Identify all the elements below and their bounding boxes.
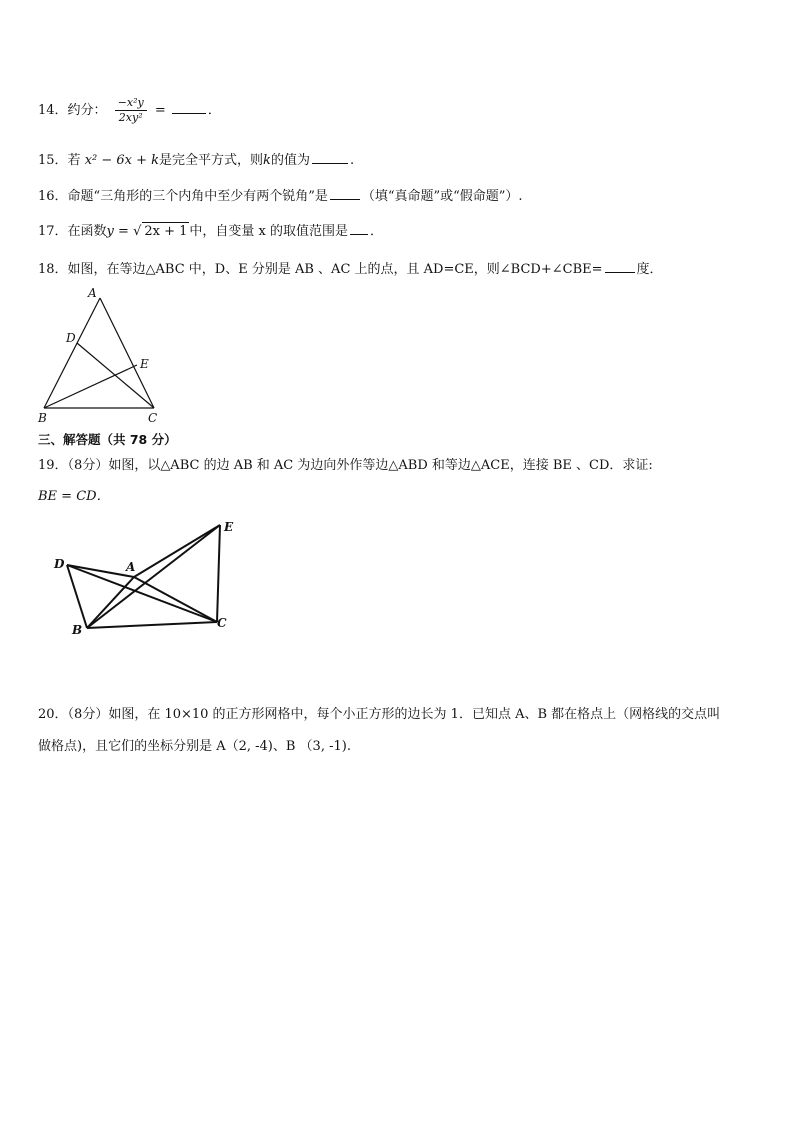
q14-end: ． [207,103,221,118]
fig19-segment-dc [67,565,217,622]
fig19-segment-ba [87,577,134,628]
section-3-heading: 三、解答题（共 78 分） [38,432,177,447]
fig19-segment-db [67,565,87,628]
fig18-side-ac [100,298,154,408]
q15-variable: k [263,153,271,168]
fig18-label-b: B [38,411,47,425]
q19-text-2: BE = CD． [38,489,110,504]
fig18-label-c: C [148,411,158,425]
q17-end: ． [370,224,384,239]
fig19-segment-bc [87,622,217,628]
fig19-segment-ae [134,525,220,577]
q16-text-2: （填“真命题”或“假命题”）. [361,189,523,204]
q15-expression: x² − 6x + k [84,153,160,168]
q14-label: 14．约分： [38,103,107,118]
q17-answer-blank[interactable] [350,221,368,235]
q14-answer-blank[interactable] [172,100,206,114]
fig19-segment-ac [134,577,217,622]
fig18-label-d: D [66,331,76,345]
question-14 [38,96,221,125]
q14-numerator: −x²y [115,96,147,111]
q15-end: . [349,153,355,168]
figure-19-triangles [50,515,250,640]
figure-18-triangle [30,284,170,429]
fig18-label-a: A [88,286,97,300]
question-20-line-2 [38,738,351,756]
q18-text-1: 18．如图，在等边△ABC 中，D、E 分别是 AB 、AC 上的点，且 AD=CE，则∠BCD+∠CBE= [38,262,603,277]
q15-text-1: 是完全平方式，则 [159,153,264,168]
q18-answer-blank[interactable] [605,259,635,273]
q17-text-1: 17．在函数 [38,224,107,239]
q20-text-1: 20．（8分）如图，在 10×10 的正方形网格中，每个小正方形的边长为 1．已知点 A、B 都在格点上（网格线的交点叫 [38,707,721,722]
question-19 [38,457,653,475]
question-20-line-1 [38,706,720,724]
q15-text-2: 的值为 [270,153,310,168]
q14-denominator: 2xy² [118,111,143,124]
q15-answer-blank[interactable] [312,150,348,164]
fig18-side-ab [44,298,100,408]
fig19-label-e: E [224,520,234,534]
question-15 [38,150,354,170]
fig18-label-e: E [140,357,149,371]
fig19-label-d: D [54,557,65,571]
q14-fraction [115,96,147,125]
q18-text-2: 度． [636,262,663,277]
q17-function: y = [106,224,134,239]
question-18 [38,259,663,279]
fig19-label-c: C [217,616,227,630]
fig19-segment-da [67,565,134,577]
fig19-label-a: A [126,560,136,574]
q17-text-2: 中，自变量 x 的取值范围是 [189,224,348,239]
fig19-segment-ce [217,525,220,622]
q16-text-1: 16．命题“三角形的三个内角中至少有两个锐角”是 [38,189,328,204]
fig19-label-b: B [72,623,83,637]
question-19-conclusion [38,488,110,506]
q14-equals: = [154,103,166,118]
question-17: 17．在函数y = √ 2x + 1 中，自变量 x 的取值范围是 ． [38,221,383,241]
fig18-segment-be [44,365,137,408]
q17-radicand: 2x + 1 [144,224,188,239]
q16-answer-blank[interactable] [330,186,360,200]
q20-text-2: 做格点)，且它们的坐标分别是 A（2, -4)、B （3, -1). [38,739,351,754]
q19-text-1: 19．（8分）如图，以△ABC 的边 AB 和 AC 为边向外作等边△ABD 和等边△ACE，连接 BE 、CD．求证: [38,458,653,473]
q15-label: 15．若 [38,153,81,168]
question-16 [38,186,523,206]
